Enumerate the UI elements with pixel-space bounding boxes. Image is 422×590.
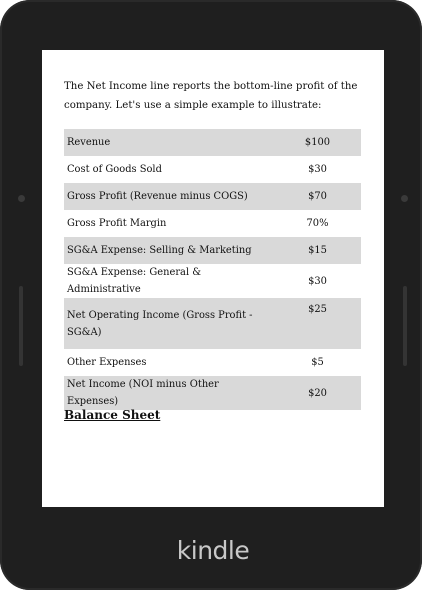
left-page-turn-button[interactable] — [19, 286, 23, 366]
row-amount: $30 — [308, 275, 327, 287]
row-label: SG&A Expense: Selling & Marketing — [64, 237, 274, 264]
row-amount: $30 — [308, 164, 327, 175]
row-label: Net Operating Income (Gross Profit - SG&A) — [64, 298, 274, 349]
row-amount: $5 — [311, 357, 324, 368]
table-row — [64, 156, 361, 183]
table-row — [64, 264, 361, 298]
row-label: Gross Profit (Revenue minus COGS) — [64, 183, 274, 210]
row-label: Gross Profit Margin — [67, 218, 167, 229]
reader-screen[interactable] — [42, 50, 384, 507]
row-amount: $25 — [274, 298, 361, 349]
row-amount: $20 — [274, 376, 361, 410]
table-row — [64, 183, 361, 210]
kindle-logo: kindle — [176, 536, 250, 565]
table-row — [64, 349, 361, 376]
row-label: SG&A Expense: General & Administrative — [67, 267, 202, 295]
row-amount: 70% — [306, 218, 329, 229]
table-row — [64, 237, 361, 264]
row-amount: $15 — [274, 237, 361, 264]
table-row — [64, 298, 361, 349]
left-sensor-dot — [18, 195, 25, 202]
right-page-turn-button[interactable] — [403, 286, 407, 366]
table-row — [64, 376, 361, 410]
row-label: Cost of Goods Sold — [67, 164, 162, 175]
balance-sheet-heading[interactable]: Balance Sheet — [64, 408, 161, 422]
income-statement-table — [64, 129, 361, 410]
table-row — [64, 210, 361, 237]
intro-paragraph: The Net Income line reports the bottom-line profit of the company. Let's use a simple example to illustrate: — [64, 81, 358, 111]
right-sensor-dot — [401, 195, 408, 202]
row-label: Other Expenses — [67, 357, 147, 368]
row-label: Revenue — [64, 129, 274, 156]
table-row — [64, 129, 361, 156]
row-label: Net Income (NOI minus Other Expenses) — [64, 376, 274, 410]
row-amount: $100 — [274, 129, 361, 156]
row-amount: $70 — [274, 183, 361, 210]
